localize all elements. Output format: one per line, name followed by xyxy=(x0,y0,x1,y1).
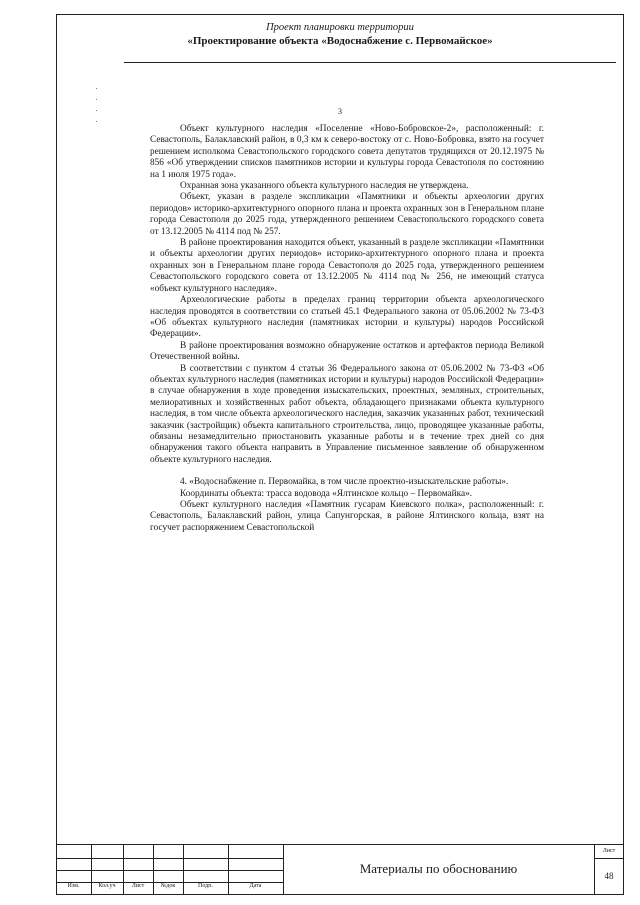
section-heading: 4. «Водоснабжение п. Первомайка, в том числе проектно-изыскательские работы». xyxy=(180,477,509,488)
sheet-number: 48 xyxy=(604,871,614,881)
stamp-col-izm: Изм. xyxy=(67,883,80,889)
paragraph: В районе проектирования возможно обнаружение остатков и артефактов периода Великой Отечественной войны. xyxy=(150,340,544,363)
inner-page-number: 3 xyxy=(338,107,342,116)
title-block-stamp xyxy=(56,844,624,895)
paragraph: В соответствии с пунктом 4 статьи 36 Федерального закона от 05.06.2002 № 73-ФЗ «Об объектах культурного наследия (памятниках истории и культуры) народов Российской Федерации» в случае обнаружения в ходе проведения изыскательских, проектных, земляных, строительных, мелиоративных и хозяйственных работ объекта, обладающего признаками объекта культурного наследия, в том числе объекта археологического наследия, заказчик указанных работ, технический заказчик (застройщик) объекта капитального строительства, лицо, проводящее указанные работы, обязаны незамедлительно приостановить указанные работы и в течение трех дней со дня обнаружения такого объекта направить в Управление письменное заявление об обнаруженном объекте культурного наследия. xyxy=(150,363,544,465)
paragraph: Объект культурного наследия «Памятник гусарам Киевского полка», расположенный: г. Севастополь, Балаклавский район, улица Сапунгорская, в районе Ялтинского кольца, взят на госучет распоряжением Севастопольской xyxy=(150,500,544,533)
paragraph: Координаты объекта: трасса водовода «Ялтинское кольцо – Первомайка». xyxy=(180,488,473,499)
stamp-title: Материалы по обоснованию xyxy=(359,861,518,876)
document-body xyxy=(150,124,544,534)
header-rule xyxy=(124,62,616,63)
header-object-title: «Проектирование объекта «Водоснабжение с. Первомайское» xyxy=(187,35,493,47)
stamp-col-podp: Подп. xyxy=(198,883,213,889)
sheet-label: Лист xyxy=(602,848,616,854)
stamp-col-data: Дата xyxy=(249,883,262,889)
stamp-col-ndok: №док xyxy=(160,883,176,889)
header-project-line: Проект планировки территории xyxy=(266,22,414,33)
paragraph: Археологические работы в пределах границ территории объекта археологического наследия проводятся в соответствии со статьей 45.1 Федерального закона от 05.06.2002 № 73-ФЗ «Об объектах культурного наследия (памятниках истории и культуры) народов Российской Федерации». xyxy=(150,295,544,340)
paragraph: Объект, указан в разделе экспликации «Памятники и объекты археологии других периодов» историко-архитектурного опорного плана и проекта охранных зон в Генеральном плане города Севастополя до 2025 года, утвержденного решением Севастопольского городского совета от 13.12.2005 № 4114 под № 257. xyxy=(150,192,544,237)
paragraph: Охранная зона указанного объекта культурного наследия не утверждена. xyxy=(180,181,469,192)
paragraph: Объект культурного наследия «Поселение «Ново-Бобровское-2», расположенный: г. Севастополь, Балаклавский район, в 0,3 км к северо-востоку от с. Ново-Бобровка, взято на госучет решением исполкома Севастопольского городского совета депутатов трудящихся от 20.12.1975 № 856 «Об утверждении списков памятников истории и культуры города Севастополя по состоянию на 1 июля 1975 года». xyxy=(150,124,544,180)
stamp-col-kol: Кол.уч xyxy=(98,883,116,889)
stamp-col-list: Лист xyxy=(131,883,145,889)
paragraph: В районе проектирования находится объект, указанный в разделе экспликации «Памятники и объекты археологии других периодов» историко-архитектурного опорного плана и проекта охранных зон в Генеральном плане города Севастополя до 2025 года, утвержденного решением Севастопольского городского совета от 13.12.2005 № 4114 под № 256, не имеющий статуса «объект культурного наследия». xyxy=(150,238,544,294)
